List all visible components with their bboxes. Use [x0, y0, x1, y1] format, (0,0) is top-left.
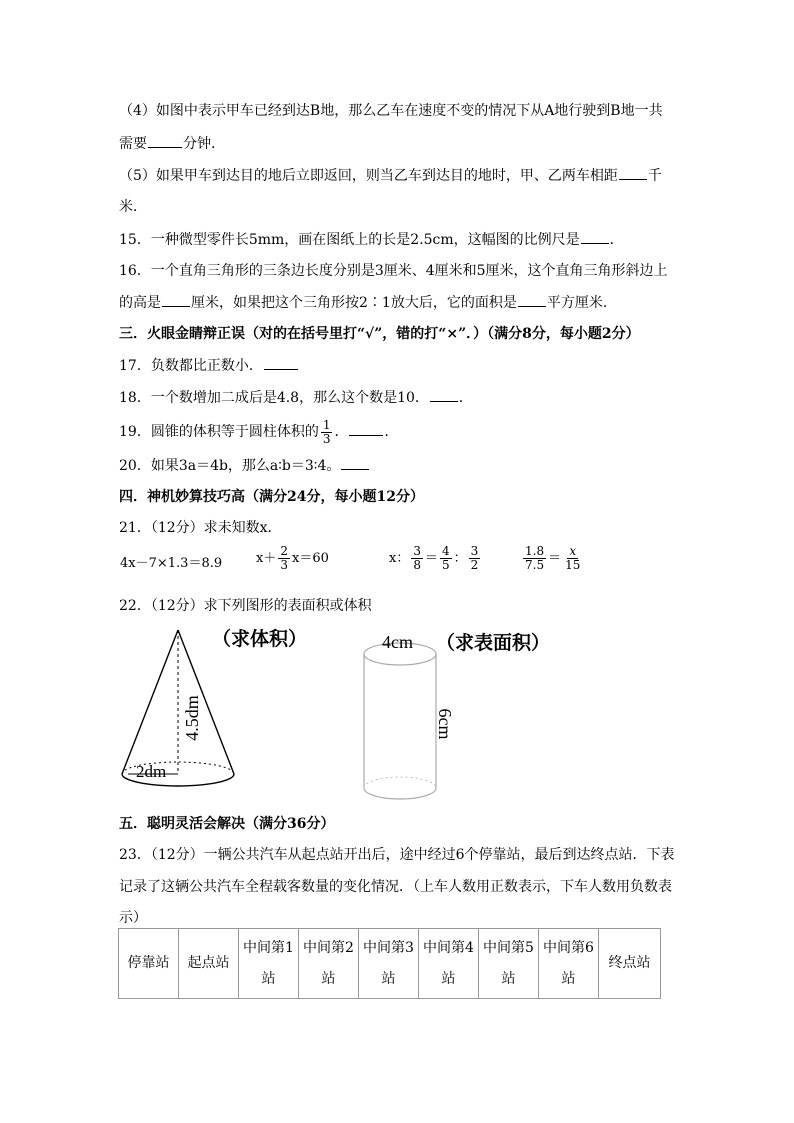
q22-title: 22．（12分）求下列图形的表面积或体积	[119, 598, 372, 614]
q4-text-b: 分钟．	[183, 136, 225, 152]
fraction-denominator: 15	[565, 558, 581, 572]
cone-height-label: 4.5dm	[182, 695, 202, 741]
fraction-numerator: 3	[413, 544, 421, 558]
fraction-numerator: x	[569, 544, 577, 558]
cell-text: 中间第1	[243, 939, 294, 956]
cell-text: 站	[501, 970, 516, 987]
q17-text: 17．负数都比正数小．	[119, 358, 263, 374]
fraction-numerator: 1	[322, 417, 331, 432]
fraction-denominator: 3	[280, 558, 288, 572]
equation-4	[521, 545, 584, 572]
table-header-cell	[119, 929, 179, 999]
cylinder-height-label: 6cm	[435, 708, 455, 740]
cell-text: 中间第3	[363, 939, 414, 956]
table-header-cell	[299, 929, 359, 999]
table-header-cell	[419, 929, 479, 999]
cone-task-label: （求体积）	[212, 628, 308, 650]
cell-text: 中间第4	[423, 939, 474, 956]
q5-line1	[119, 165, 662, 186]
q17-line	[119, 355, 299, 376]
q16-text-c: 平方厘米．	[546, 295, 617, 311]
q19-text: 19．圆锥的体积等于圆柱体积的	[119, 424, 319, 440]
answer-blank[interactable]	[430, 387, 458, 402]
cell-text: 中间第2	[303, 939, 354, 956]
q4-line1: （4）如图中表示甲车已经到达B地，那么乙车在速度不变的情况下从A地行驶到B地一共	[119, 103, 663, 119]
fraction	[278, 545, 290, 572]
eq3-colon: ：	[453, 551, 467, 566]
answer-blank[interactable]	[148, 133, 182, 148]
section-5-heading: 五．聪明灵活会解决（满分36分）	[119, 816, 335, 832]
q23-line1: 23．（12分）一辆公共汽车从起点站开出后，途中经过6个停靠站，最后到达终点站．下表	[119, 847, 675, 863]
table-header-cell	[239, 929, 299, 999]
eq4-equals: ＝	[548, 551, 562, 566]
q23-line2: 记录了这辆公共汽车全程载客数量的变化情况．（上车人数用正数表示，下车人数用负数表	[119, 879, 672, 895]
q18-line	[119, 387, 473, 408]
q19-end: ．	[384, 424, 399, 440]
q15-end: ．	[609, 232, 624, 248]
q19-dot: ．	[334, 424, 349, 440]
answer-blank[interactable]	[581, 229, 609, 244]
answer-blank[interactable]	[162, 292, 190, 307]
table-header-cell	[599, 929, 661, 999]
q15-line	[119, 229, 624, 250]
q18-end: ．	[458, 390, 473, 406]
table-header-cell	[479, 929, 539, 999]
cell-text: 中间第6	[543, 939, 594, 956]
answer-blank[interactable]	[341, 455, 369, 470]
cell-text: 起点站	[187, 955, 230, 971]
answer-blank[interactable]	[518, 292, 546, 307]
q4-text-a: 需要	[119, 136, 147, 152]
cell-text: 终点站	[608, 955, 651, 971]
fraction-numerator: 2	[280, 544, 288, 558]
cell-text: 中间第5	[483, 939, 534, 956]
fraction	[563, 545, 582, 572]
fraction-denominator: 2	[470, 558, 479, 572]
cell-text: 站	[261, 970, 276, 987]
cone-left-edge	[122, 630, 178, 774]
cylinder-task-label: （求表面积）	[436, 632, 551, 654]
passenger-table	[118, 928, 661, 999]
equation-3	[389, 545, 482, 572]
table-header-cell	[179, 929, 239, 999]
cylinder-base-back	[364, 777, 436, 788]
table-header-cell	[359, 929, 419, 999]
q16-line2	[119, 292, 617, 313]
cell-text: 站	[561, 970, 576, 987]
cell-text: 停靠站	[127, 955, 170, 971]
fraction-denominator: 5	[442, 558, 450, 572]
eq3-equals: ＝	[424, 551, 438, 566]
answer-blank[interactable]	[349, 421, 383, 436]
q5-text-a: （5）如果甲车到达目的地后立即返回，则当乙车到达目的地时，甲、乙两车相距	[119, 168, 618, 184]
table-row	[119, 929, 661, 999]
q19-line	[119, 418, 398, 446]
fraction-denominator: 3	[322, 431, 331, 446]
fraction	[321, 419, 333, 446]
q4-line2	[119, 133, 225, 154]
q15-text: 15．一种微型零件长5mm，画在图纸上的长是2.5cm，这幅图的比例尺是	[119, 232, 580, 248]
equation-2	[256, 545, 329, 572]
table-header-cell	[539, 929, 599, 999]
eq2-part-a: x＋	[256, 551, 277, 566]
q23-line3: 示）	[119, 910, 147, 926]
section-4-heading: 四．神机妙算技巧高（满分24分，每小题12分）	[119, 489, 424, 505]
eq2-part-b: x＝60	[291, 551, 329, 566]
answer-blank[interactable]	[619, 165, 647, 180]
cell-text: 站	[321, 970, 336, 987]
q16-line1: 16．一个直角三角形的三条边长度分别是3厘米、4厘米和5厘米，这个直角三角形斜边上	[119, 263, 668, 279]
q20-line	[119, 455, 370, 476]
cell-text: 站	[381, 970, 396, 987]
fraction-denominator: 7.5	[525, 558, 545, 572]
section-3-heading: 三．火眼金睛辩正误（对的在括号里打“√”，错的打“×”．）（满分8分，每小题2分）	[119, 326, 640, 342]
fraction	[469, 545, 481, 572]
q5-text-b: 千	[647, 168, 662, 184]
fraction-numerator: 4	[442, 544, 450, 558]
fraction-denominator: 8	[413, 558, 421, 572]
cylinder-base-front	[364, 788, 436, 799]
cone-radius-label: 2dm	[136, 762, 167, 781]
cylinder-diameter-label: 4cm	[382, 632, 413, 652]
q18-text: 18．一个数增加二成后是4.8，那么这个数是10．	[119, 390, 429, 406]
q5-line2: 米．	[119, 199, 147, 215]
q16-text-b: 厘米，如果把这个三角形按2∶1放大后，它的面积是	[191, 295, 517, 311]
eq3-part-a: x：	[389, 551, 410, 566]
q21-title: 21．（12分）求未知数x．	[119, 520, 282, 536]
fraction-numerator: 3	[470, 544, 479, 558]
q20-text: 20．如果3a＝4b，那么a∶b＝3∶4。	[119, 458, 341, 474]
equation-1: 4x－7×1.3＝8.9	[120, 556, 223, 571]
fraction-numerator: 1.8	[525, 544, 545, 558]
fraction	[411, 545, 423, 572]
fraction	[440, 545, 452, 572]
answer-blank[interactable]	[264, 355, 298, 370]
fraction	[523, 545, 546, 572]
cell-text: 站	[441, 970, 456, 987]
q16-text-a: 的高是	[119, 295, 161, 311]
